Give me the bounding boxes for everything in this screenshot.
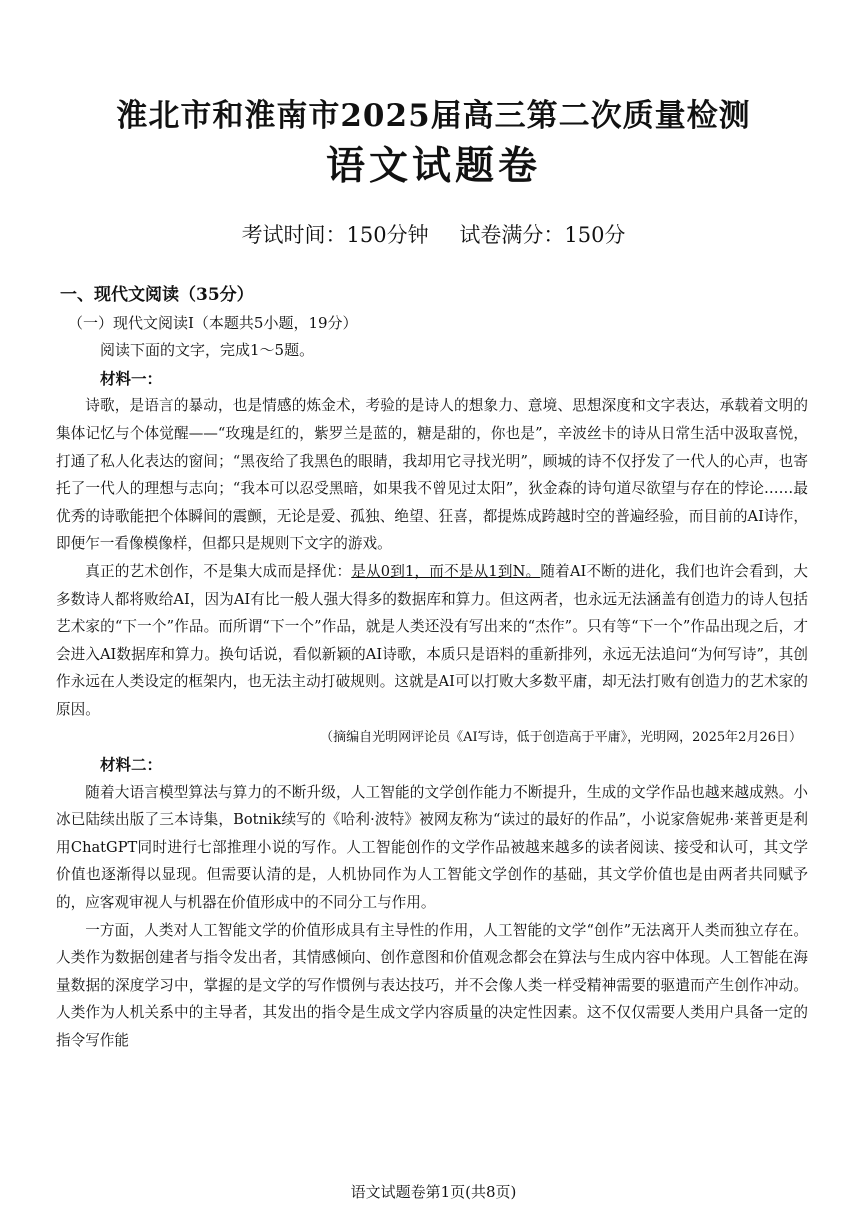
material2-paragraph-2: 一方面，人类对人工智能文学的价值形成具有主导性的作用，人工智能的文学“创作”无法离开人类而独立存在。人类作为数据创建者与指令发出者，其情感倾向、创作意图和价值观念都会在算法与生成内容中体现。人工智能在海量数据的深度学习中，掌握的是文学的写作惯例与表达技巧，并不会像人类一样受精神需要的驱遣而产生创作冲动。人类作为人机关系中的主导者，其发出的指令是生成文学内容质量的决定性因素。这不仅仅需要人类用户具备一定的指令写作能 — [56, 921, 808, 1050]
reading-section — [56, 282, 808, 1055]
reading-instruction: 阅读下面的文字，完成1～5题。 — [100, 341, 315, 360]
material2-paragraph-1: 随着大语言模型算法与算力的不断升级，人工智能的文学创作能力不断提升，生成的文学作品也越来越成熟。小冰已陆续出版了三本诗集，Botnik续写的《哈利·波特》被网友称为“读过的最好的作品”，小说家詹妮弗·莱普更是利用ChatGPT同时进行七部推理小说的写作。人工智能创作的文学作品被越来越多的读者阅读、接受和认可，其文学价值也逐渐得以显现。但需要认清的是，人机协同作为人工智能文学创作的基础，其文学价值也是由两者共同赋予的，应客观审视人与机器在价值形成中的不同分工与作用。 — [56, 783, 808, 912]
material1-paragraph-2 — [56, 558, 808, 724]
paper-title: 语文试题卷 — [325, 143, 541, 189]
subsection-heading: （一）现代文阅读Ⅰ（本题共5小题，19分） — [68, 313, 358, 332]
material1-p2-rest: 随着AI不断的进化，我们也许会看到，大多数诗人都将败给AI，因为AI有比一般人强大得多的数据库和算力。但这两者，也永远无法涵盖有创造力的诗人包括艺术家的“下一个”作品。而所谓“下一个”作品，就是人类还没有写出来的“杰作”。只有等“下一个”作品出现之后，才会进入AI数据库和算力。换句话说，看似新颖的AI诗歌，本质只是语料的重新排列，永远无法追问“为何写诗”，其创作永远在人类设定的框架内，也无法主动打破规则。这就是AI可以打败大多数平庸，却无法打败有创造力的艺术家的原因。 — [56, 562, 808, 718]
underlined-phrase: 是从0到1，而不是从1到N。 — [351, 562, 541, 580]
full-score: 试卷满分：150分 — [459, 223, 626, 247]
exam-title: 淮北市和淮南市2025届高三第二次质量检测 — [116, 98, 751, 134]
material1-p2-start: 真正的艺术创作，不是集大成而是择优： — [85, 562, 352, 580]
material1-citation: （摘编自光明网评论员《AI写诗，低于创造高于平庸》，光明网，2025年2月26日） — [320, 729, 802, 745]
material2-label: 材料二： — [100, 755, 163, 775]
exam-info — [0, 220, 867, 250]
page-footer: 语文试题卷第1页(共8页) — [350, 1183, 517, 1201]
material1-label: 材料一： — [100, 368, 163, 388]
section-heading: 一、现代文阅读（35分） — [60, 285, 254, 305]
material1-paragraph-1: 诗歌，是语言的暴动，也是情感的炼金术，考验的是诗人的想象力、意境、思想深度和文字表达，承载着文明的集体记忆与个体觉醒——“玫瑰是红的，紫罗兰是蓝的，糖是甜的，你也是”，辛波丝卡的诗从日常生活中汲取喜悦，打通了私人化表达的窗间；“黑夜给了我黑色的眼睛，我却用它寻找光明”，顾城的诗不仅抒发了一代人的心声，也寄托了一代人的理想与志向；“我本可以忍受黑暗，如果我不曾见过太阳”，狄金森的诗句道尽欲望与存在的悖论……最优秀的诗歌能把个体瞬间的震颤，无论是爱、孤独、绝望、狂喜，都提炼成跨越时空的普遍经验，而目前的AI诗作，即便乍一看像模像样，但都只是规则下文字的游戏。 — [56, 397, 808, 553]
exam-time: 考试时间：150分钟 — [241, 223, 429, 247]
